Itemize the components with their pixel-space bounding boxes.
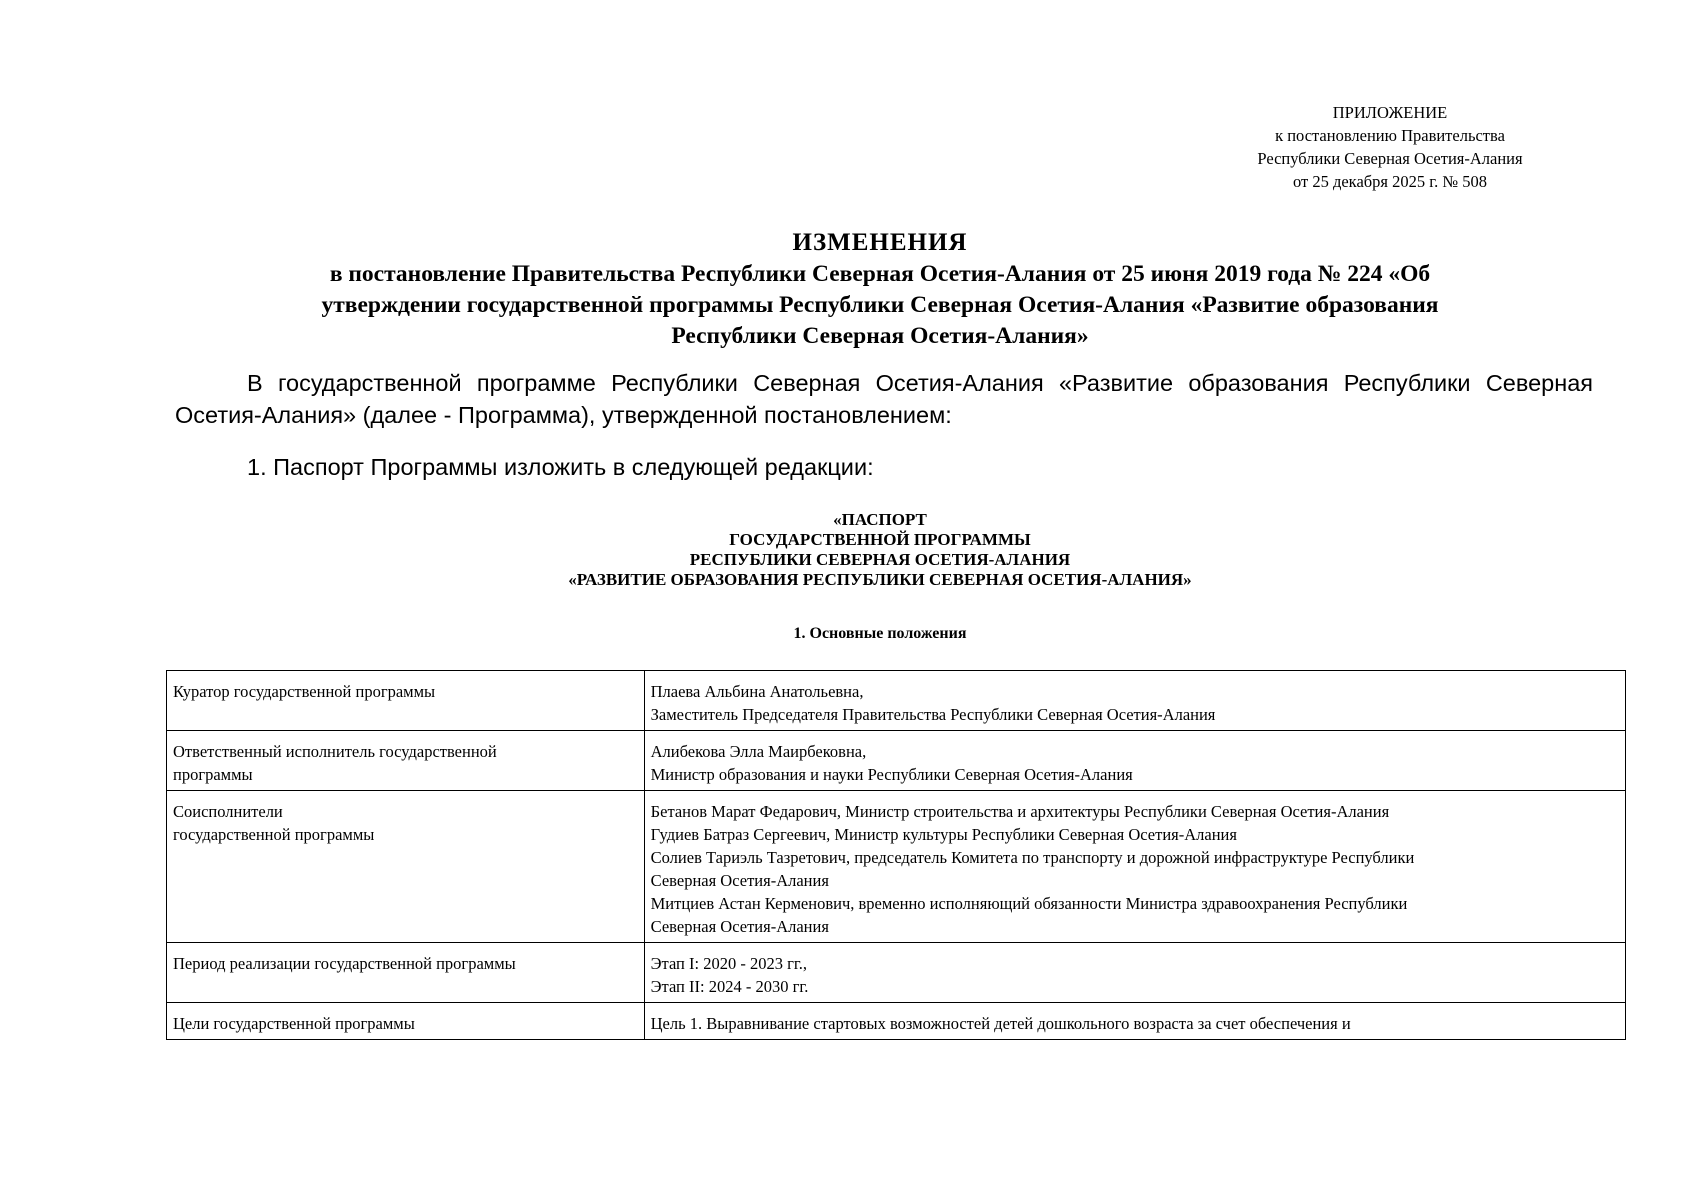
- passport-heading-line: «РАЗВИТИЕ ОБРАЗОВАНИЯ РЕСПУБЛИКИ СЕВЕРНАЯ ОСЕТИЯ-АЛАНИЯ»: [568, 570, 1192, 589]
- row-value: Бетанов Марат Федарович, Министр строительства и архитектуры Республики Северная Осетия-Алания: [650, 802, 1390, 821]
- row-value: Цель 1. Выравнивание стартовых возможностей детей дошкольного возраста за счет обеспечения и: [650, 1014, 1351, 1033]
- row-label: Цели государственной программы: [173, 1014, 415, 1033]
- appendix-date-number: от 25 декабря 2025 г. № 508: [1292, 172, 1488, 191]
- row-label: Соисполнители: [173, 802, 283, 821]
- row-label: Период реализации государственной программы: [173, 954, 516, 973]
- row-value: Солиев Тариэль Тазретович, председатель Комитета по транспорту и дорожной инфраструктуре Республики: [650, 848, 1415, 867]
- passport-heading: [300, 510, 1460, 590]
- row-value: Министр образования и науки Республики Северная Осетия-Алания: [650, 765, 1133, 784]
- appendix-title: ПРИЛОЖЕНИЕ: [1332, 103, 1448, 122]
- row-value: Северная Осетия-Алания: [650, 871, 829, 890]
- row-value: Заместитель Председателя Правительства Республики Северная Осетия-Алания: [650, 705, 1216, 724]
- row-value-cell: [644, 731, 1625, 791]
- appendix-line: к постановлению Правительства: [1275, 126, 1505, 145]
- row-label: государственной программы: [173, 825, 375, 844]
- row-value: Плаева Альбина Анатольевна,: [650, 682, 864, 701]
- intro-item: 1. Паспорт Программы изложить в следующей редакции:: [247, 454, 874, 480]
- row-value-cell: [644, 791, 1625, 943]
- intro-paragraph: В государственной программе Республики Северная Осетия-Алания «Развитие образования Республики Северная Осетия-Алания» (далее - Программа), утвержденной постановлением:: [175, 370, 1593, 428]
- section-heading: 1. Основные положения: [793, 625, 967, 642]
- passport-heading-line: РЕСПУБЛИКИ СЕВЕРНАЯ ОСЕТИЯ-АЛАНИЯ: [689, 550, 1071, 569]
- appendix-line: Республики Северная Осетия-Алания: [1257, 149, 1523, 168]
- table-row: [167, 791, 1626, 943]
- title-line: в постановление Правительства Республики Северная Осетия-Алания от 25 июня 2019 года № 224 «Об: [329, 261, 1431, 287]
- document-title: [150, 226, 1610, 352]
- title-line: утверждении государственной программы Республики Северная Осетия-Алания «Развитие образования: [321, 292, 1439, 318]
- table-row: [167, 731, 1626, 791]
- appendix-header: [1190, 101, 1590, 193]
- row-label-cell: [167, 943, 645, 1003]
- intro-text: [175, 367, 1593, 483]
- row-value-cell: [644, 943, 1625, 1003]
- row-value: Митциев Астан Керменович, временно исполняющий обязанности Министра здравоохранения Республики: [650, 894, 1408, 913]
- row-value-cell: [644, 671, 1625, 731]
- table-row: [167, 671, 1626, 731]
- row-label: Куратор государственной программы: [173, 682, 436, 701]
- row-label-cell: [167, 791, 645, 943]
- passport-heading-line: «ПАСПОРТ: [833, 510, 927, 529]
- title-main: ИЗМЕНЕНИЯ: [792, 229, 968, 256]
- title-line: Республики Северная Осетия-Алания»: [671, 323, 1089, 349]
- row-label-cell: [167, 671, 645, 731]
- row-label: программы: [173, 765, 253, 784]
- row-value: Гудиев Батраз Сергеевич, Министр культуры Республики Северная Осетия-Алания: [650, 825, 1237, 844]
- table-row: [167, 943, 1626, 1003]
- row-value: Этап II: 2024 - 2030 гг.: [650, 977, 809, 996]
- row-value-cell: [644, 1003, 1625, 1040]
- row-label-cell: [167, 1003, 645, 1040]
- passport-heading-line: ГОСУДАРСТВЕННОЙ ПРОГРАММЫ: [729, 530, 1031, 549]
- row-label: Ответственный исполнитель государственной: [173, 742, 497, 761]
- table-row: [167, 1003, 1626, 1040]
- row-value: Северная Осетия-Алания: [650, 917, 829, 936]
- row-value: Алибекова Элла Маирбековна,: [650, 742, 867, 761]
- passport-table: [166, 670, 1626, 1040]
- row-label-cell: [167, 731, 645, 791]
- row-value: Этап I: 2020 - 2023 гг.,: [650, 954, 808, 973]
